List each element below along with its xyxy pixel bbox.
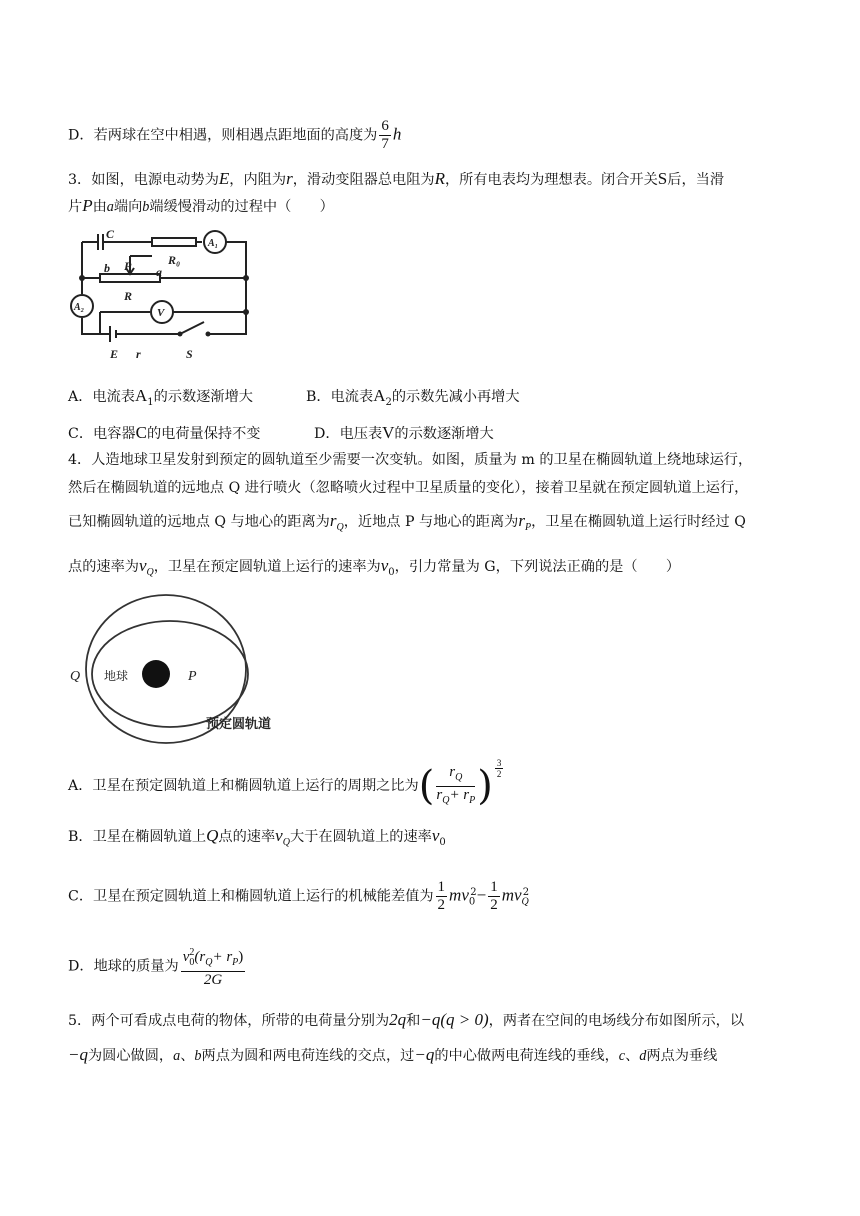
label-c: C bbox=[106, 227, 115, 241]
q2d-fraction: $\frac{6}{7}$ bbox=[381, 118, 389, 152]
q2-option-d bbox=[68, 118, 401, 153]
q4-option-b: B．卫星在椭圆轨道上Q点的速率$v_Q$大于在圆轨道上的速率$v_0$ bbox=[68, 826, 446, 848]
q5-stem-line2: −q为圆心做圆，a、b两点为圆和两电荷连线的交点，过−q的中心做两电荷连线的垂线，c、d两点为垂线 bbox=[68, 1045, 718, 1064]
orbit-diagram bbox=[66, 594, 316, 744]
q4-option-c: C．卫星在预定圆轨道上和椭圆轨道上运行的机械能差值为 $\frac{1}{2}$ $mv_0^2-$ $\frac{1}{2}$ $mv_Q^2$ bbox=[68, 879, 530, 914]
q2d-label: D．若两球在空中相遇，则相遇点距地面的高度为 bbox=[68, 127, 378, 144]
q2d-var: h bbox=[392, 124, 402, 144]
label-p: P bbox=[124, 259, 132, 273]
q5-stem-line1: 5．两个可看成点电荷的物体，所带的电荷量分别为2q和−q(q > 0)，两者在空间的电场线分布如图所示，以 bbox=[68, 1010, 745, 1029]
q3-option-c: C．电容器C的电荷量保持不变 bbox=[68, 423, 261, 442]
earth-label: 地球 bbox=[104, 669, 129, 683]
q4-option-d: D．地球的质量为 $\frac{v_0^2(r_Q+ r_P)}{2G}$ bbox=[68, 944, 247, 984]
q4-stem-line1: 4．人造地球卫星发射到预定的圆轨道至少需要一次变轨。如图，质量为 m 的卫星在椭圆轨道上绕地球运行， bbox=[68, 452, 753, 468]
orbit-label: 预定圆轨道 bbox=[206, 716, 272, 731]
q4-stem-line4: 点的速率为$v_Q$，卫星在预定圆轨道上运行的速率为$v_0$，引力常量为 G，下列说法正确的是（ ） bbox=[68, 556, 681, 578]
circuit-diagram bbox=[70, 226, 260, 366]
q3-option-a: A．电流表$A_1$的示数逐渐增大 bbox=[68, 386, 253, 408]
q4-stem-line3: 已知椭圆轨道的远地点 Q 与地心的距离为$r_Q$，近地点 P 与地心的距离为$r_P$，卫星在椭圆轨道上运行时经过 Q bbox=[68, 511, 746, 533]
label-e: E bbox=[110, 347, 119, 361]
q3-option-d: D．电压表V的示数逐渐增大 bbox=[314, 423, 494, 442]
label-a: a bbox=[156, 265, 162, 279]
label-r0: R₀ bbox=[168, 253, 181, 267]
label-s: S bbox=[186, 347, 193, 361]
q3-option-b: B．电流表$A_2$的示数先减小再增大 bbox=[306, 386, 520, 408]
label-r-internal: r bbox=[136, 347, 141, 361]
label-b: b bbox=[104, 261, 110, 275]
label-r: R bbox=[124, 289, 133, 303]
q4-option-a: A．卫星在预定圆轨道上和椭圆轨道上运行的周期之比为( $\frac{r_Q}{r_Q+ r_P}$ ) $\frac{3}{2}$ bbox=[68, 758, 502, 809]
q4-stem-line2: 然后在椭圆轨道的远地点 Q 进行喷火（忽略喷火过程中卫星质量的变化），接着卫星就在预定圆轨道上运行， bbox=[68, 480, 749, 496]
q3-stem-line1: 3．如图，电源电动势为E，内阻为r，滑动变阻器总电阻为R，所有电表均为理想表。闭合开关S后，当滑 bbox=[68, 169, 725, 188]
q3-stem-line2: 片P由a端向b端缓慢滑动的过程中（ ） bbox=[68, 196, 334, 215]
label-a1: A₁ bbox=[208, 238, 219, 249]
label-v: V bbox=[157, 307, 165, 319]
label-a2: A₂ bbox=[74, 302, 85, 313]
point-q-label: Q bbox=[70, 669, 81, 684]
earth-dot bbox=[142, 660, 170, 688]
point-p-label: P bbox=[188, 669, 197, 684]
